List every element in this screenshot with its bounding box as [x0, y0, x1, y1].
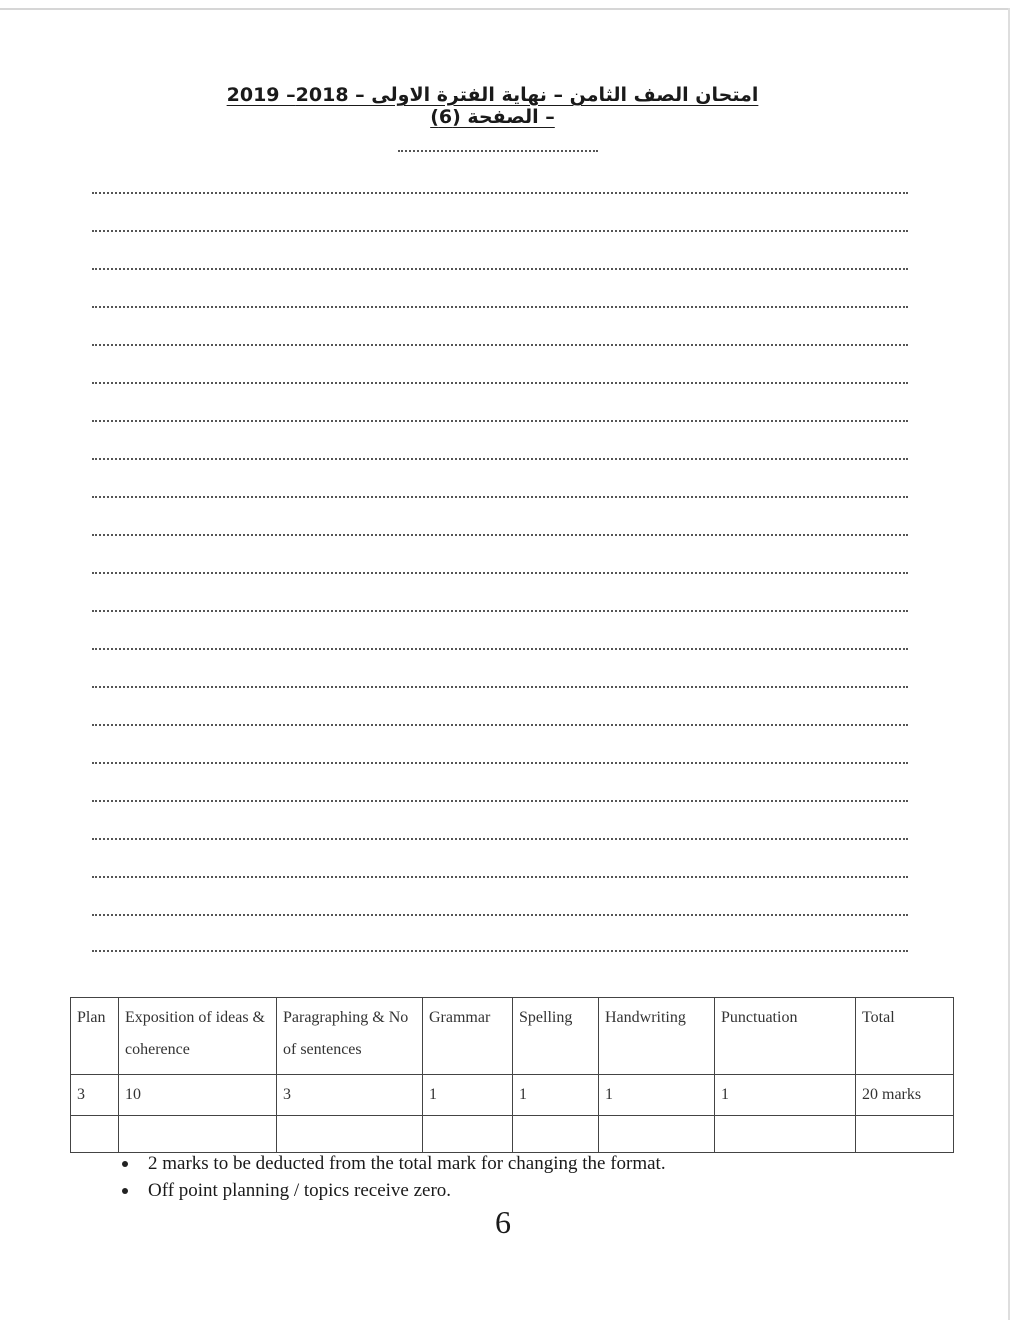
writing-line — [92, 344, 908, 346]
writing-line — [92, 914, 908, 916]
rubric-header-cell: Total — [856, 998, 954, 1075]
writing-line — [92, 572, 908, 574]
writing-line — [92, 800, 908, 802]
rubric-marks-cell: 1 — [423, 1075, 513, 1116]
writing-line — [92, 876, 908, 878]
rubric-score-cell[interactable] — [277, 1116, 423, 1153]
page-header: امتحان الصف الثامن – نهاية الفترة الاولى – 2018– 2019 – الصفحة (6) — [226, 84, 759, 128]
writing-line — [92, 420, 908, 422]
rubric-score-cell[interactable] — [599, 1116, 715, 1153]
note-item: Off point planning / topics receive zero. — [120, 1177, 920, 1204]
marking-rubric-table — [70, 997, 954, 1153]
writing-line — [92, 192, 908, 194]
page-number: 6 — [495, 1204, 511, 1240]
title-blank-line — [398, 150, 598, 152]
writing-line — [92, 950, 908, 952]
rubric-header-cell: Handwriting — [599, 998, 715, 1075]
rubric-marks-cell: 1 — [599, 1075, 715, 1116]
writing-line — [92, 762, 908, 764]
rubric-score-cell[interactable] — [513, 1116, 599, 1153]
scan-edge-top — [0, 8, 1008, 10]
rubric-header-cell: Paragraphing & No of sentences — [277, 998, 423, 1075]
rubric-header-cell: Plan — [71, 998, 119, 1075]
rubric-score-cell[interactable] — [715, 1116, 856, 1153]
rubric-marks-cell: 1 — [715, 1075, 856, 1116]
rubric-score-cell[interactable] — [71, 1116, 119, 1153]
rubric-score-cell[interactable] — [119, 1116, 277, 1153]
rubric-header-cell: Punctuation — [715, 998, 856, 1075]
note-item: 2 marks to be deducted from the total mark for changing the format. — [120, 1150, 920, 1177]
marking-notes — [120, 1150, 920, 1204]
rubric-header-cell: Grammar — [423, 998, 513, 1075]
writing-line — [92, 306, 908, 308]
rubric-marks-cell: 10 — [119, 1075, 277, 1116]
writing-line — [92, 610, 908, 612]
writing-line — [92, 382, 908, 384]
writing-line — [92, 230, 908, 232]
rubric-marks-row — [71, 1075, 954, 1116]
writing-line — [92, 724, 908, 726]
writing-line — [92, 648, 908, 650]
rubric-header-cell: Spelling — [513, 998, 599, 1075]
writing-line — [92, 268, 908, 270]
rubric-marks-cell: 3 — [71, 1075, 119, 1116]
rubric-header-cell: Exposition of ideas & coherence — [119, 998, 277, 1075]
scan-edge-right — [1008, 8, 1010, 1320]
rubric-header-row — [71, 998, 954, 1075]
rubric-marks-cell: 3 — [277, 1075, 423, 1116]
rubric-score-cell[interactable] — [423, 1116, 513, 1153]
rubric-marks-cell: 1 — [513, 1075, 599, 1116]
writing-line — [92, 686, 908, 688]
rubric-marks-cell: 20 marks — [856, 1075, 954, 1116]
rubric-score-cell[interactable] — [856, 1116, 954, 1153]
writing-line — [92, 534, 908, 536]
writing-line — [92, 838, 908, 840]
writing-line — [92, 496, 908, 498]
writing-line — [92, 458, 908, 460]
rubric-score-row — [71, 1116, 954, 1153]
